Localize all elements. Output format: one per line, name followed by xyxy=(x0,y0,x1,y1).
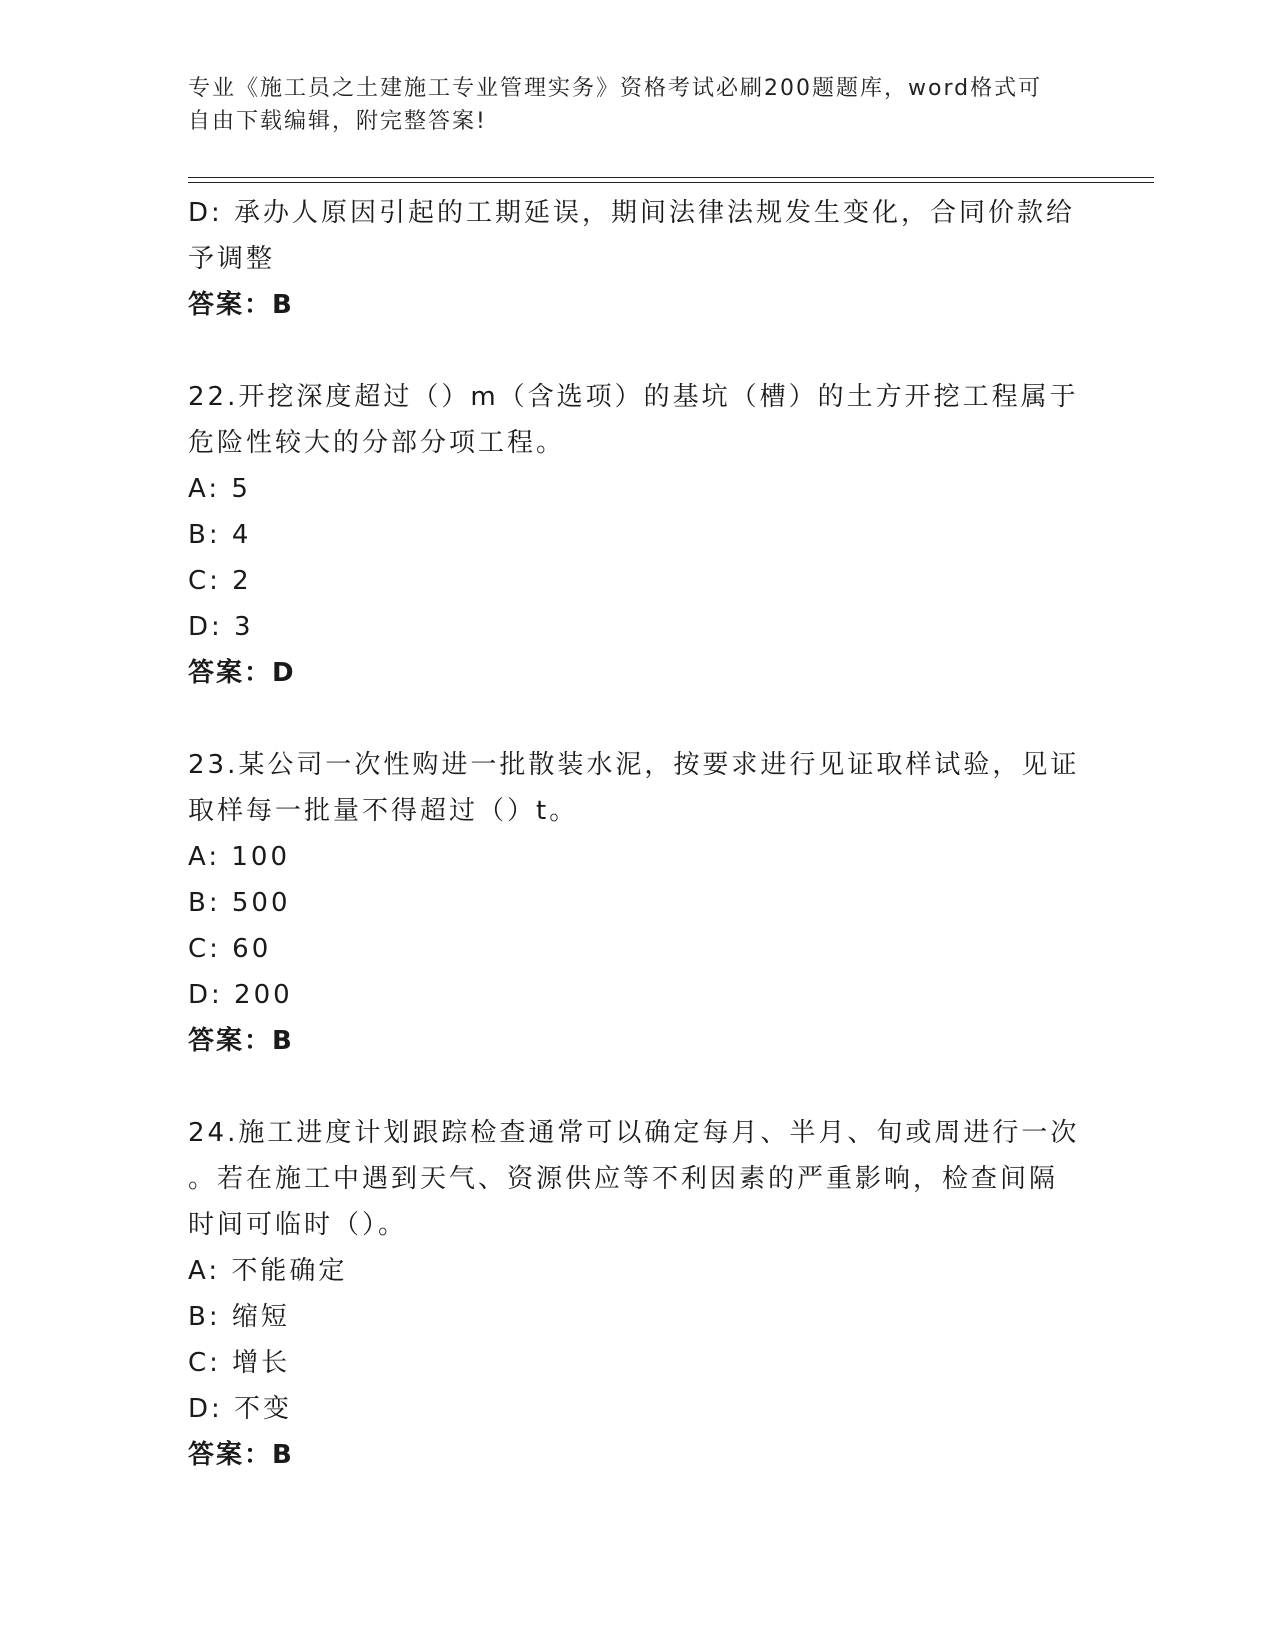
header-divider-bottom xyxy=(188,182,1154,183)
header-line-2: 自由下载编辑，附完整答案! xyxy=(188,109,487,134)
option-c: C: 2 xyxy=(188,566,252,596)
option-d: D: 200 xyxy=(188,980,293,1010)
question-24 xyxy=(188,1110,1088,1478)
page-header xyxy=(188,72,1068,138)
option-b: B: 4 xyxy=(188,520,252,550)
option-a: A: 不能确定 xyxy=(188,1256,348,1286)
question-stem-continued: 时间可临时（）。 xyxy=(188,1210,408,1240)
answer-line: 答案：D xyxy=(188,658,296,688)
option-b: B: 缩短 xyxy=(188,1302,290,1332)
question-stem: 24.施工进度计划跟踪检查通常可以确定每月、半月、旬或周进行一次 xyxy=(188,1118,1080,1148)
question-spacer xyxy=(188,696,1088,742)
option-c: C: 增长 xyxy=(188,1348,291,1378)
question-stem: 22.开挖深度超过（）m（含选项）的基坑（槽）的土方开挖工程属于 xyxy=(188,382,1079,412)
option-b: B: 500 xyxy=(188,888,291,918)
header-divider-top xyxy=(188,177,1154,178)
option-d: D: 3 xyxy=(188,612,254,642)
question-stem: 23.某公司一次性购进一批散装水泥，按要求进行见证取样试验，见证 xyxy=(188,750,1080,780)
question-stem-continued: 危险性较大的分部分项工程。 xyxy=(188,428,566,458)
option-a: A: 5 xyxy=(188,474,251,504)
question-stem-continued: 取样每一批量不得超过（）t。 xyxy=(188,796,579,826)
option-d: D: 承办人原因引起的工期延误，期间法律法规发生变化，合同价款给 xyxy=(188,198,1076,228)
header-line-1: 专业《施工员之土建施工专业管理实务》资格考试必刷200题题库，word格式可 xyxy=(188,76,1043,101)
option-c: C: 60 xyxy=(188,934,272,964)
option-d-continued: 予调整 xyxy=(188,244,276,274)
question-spacer xyxy=(188,328,1088,374)
answer-line: 答案：B xyxy=(188,1026,294,1056)
question-22 xyxy=(188,374,1088,696)
answer-line: 答案：B xyxy=(188,1440,294,1470)
option-d: D: 不变 xyxy=(188,1394,293,1424)
question-stem-continued: 。若在施工中遇到天气、资源供应等不利因素的严重影响，检查间隔 xyxy=(188,1164,1059,1194)
previous-question-tail xyxy=(188,190,1088,328)
question-list xyxy=(188,190,1088,1478)
option-a: A: 100 xyxy=(188,842,290,872)
question-spacer xyxy=(188,1064,1088,1110)
question-23 xyxy=(188,742,1088,1064)
answer-line: 答案：B xyxy=(188,290,294,320)
